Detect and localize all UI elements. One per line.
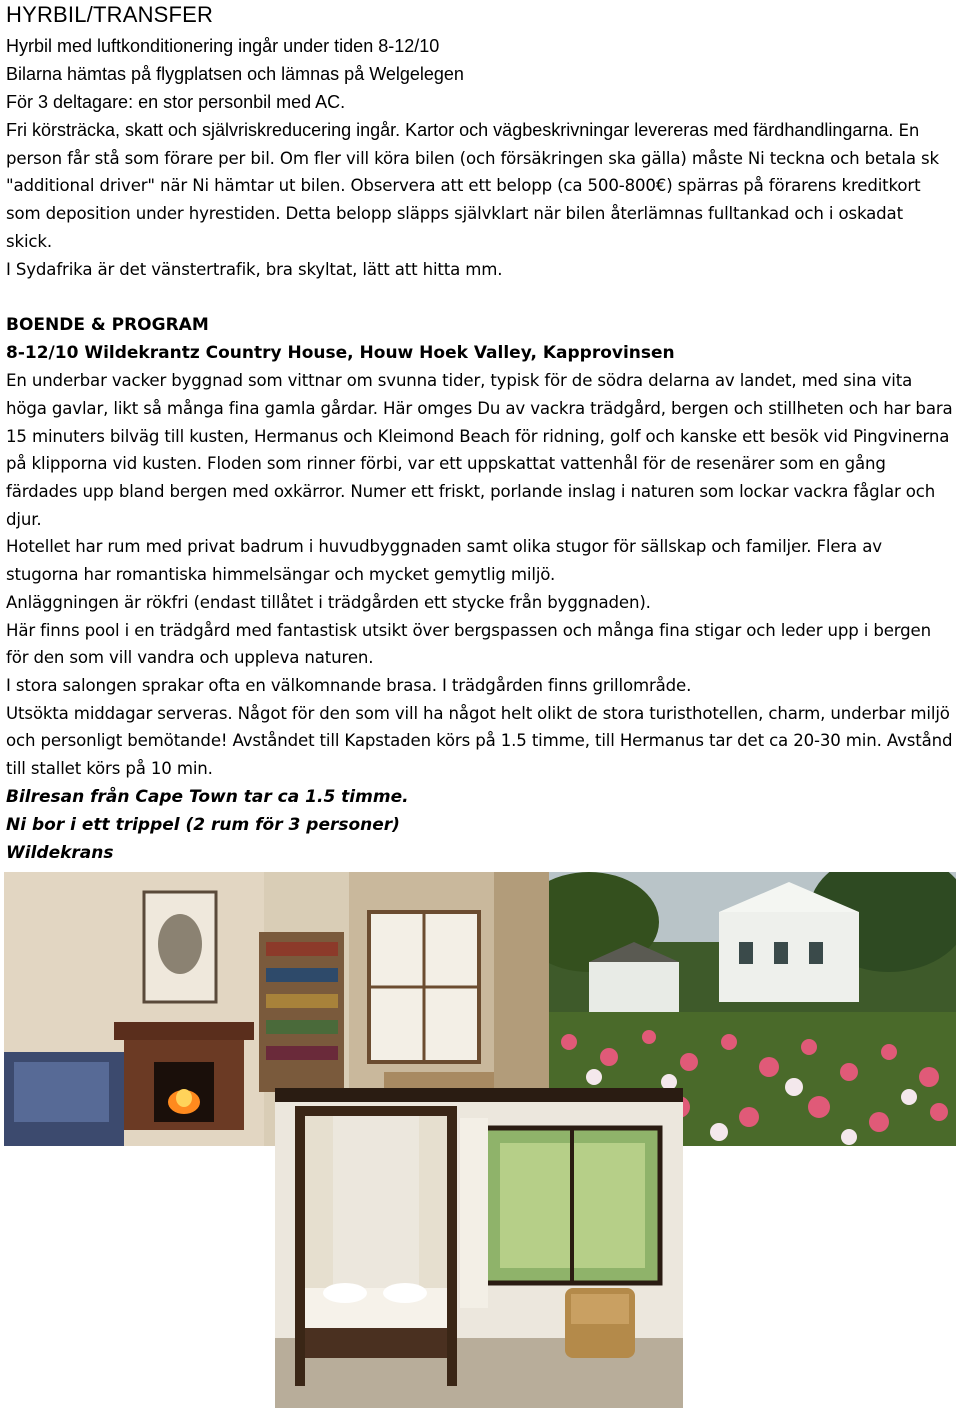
photo-collage: [0, 868, 960, 1412]
program-heading: BOENDE & PROGRAM: [6, 315, 209, 336]
bedroom-photo: [275, 1088, 683, 1408]
program-paragraph-4: Här finns pool i en trädgård med fantastisk utsikt över bergspassen och många fina stigar och leder upp i bergen för den som vill vandra och uppleva naturen.: [6, 620, 931, 668]
program-paragraph-2: Hotellet har rum med privat badrum i huvudbyggnaden samt olika stugor för sällskap och familjer. Flera av stugorna har romantiska himmelsängar och mycket gemytlig miljö.: [6, 537, 882, 585]
transfer-para-sans: Fri körsträcka, skatt och självriskreducering ingår. Kartor och vägbeskrivningar levereras med färdhandlingarna.: [6, 120, 894, 140]
transfer-paragraph: [6, 116, 954, 256]
program-note-2: Ni bor i ett trippel (2 rum för 3 personer): [6, 814, 400, 835]
section-spacer: [6, 283, 954, 311]
transfer-line-2: Bilarna hämtas på flygplatsen och lämnas på Welgelegen: [6, 64, 464, 84]
program-note-1: Bilresan från Cape Town tar ca 1.5 timme.: [6, 786, 409, 807]
document-page: [6, 0, 954, 867]
transfer-para-comic: En person får stå som förare per bil. Om fler vill köra bilen (och försäkringen ska gälla) måste Ni teckna och betala sk "additional driver" när Ni hämtar ut bilen. Observera att ett belopp (ca 500-800€) spärras på förarens kreditkort som deposition under hyrestiden. Detta belopp släpps självklart när bilen återlämnas fulltankad och i oskadat skick.: [6, 121, 939, 251]
program-paragraph-3: Anläggningen är rökfri (endast tillåtet i trädgården ett stycke från byggnaden).: [6, 592, 651, 612]
program-paragraph-6: Utsökta middagar serveras. Något för den som vill ha något helt olikt de stora turisthotellen, charm, underbar miljö och personligt bemötande! Avståndet till Kapstaden körs på 1.5 timme, till Hermanus tar det ca 20-30 min. Avstånd till stallet körs på 10 min.: [6, 703, 953, 779]
transfer-last-line: I Sydafrika är det vänstertrafik, bra skyltat, lätt att hitta mm.: [6, 259, 503, 279]
transfer-line-3: För 3 deltagare: en stor personbil med AC.: [6, 92, 346, 112]
program-note-3: Wildekrans: [6, 842, 114, 863]
program-paragraph-1: En underbar vacker byggnad som vittnar om svunna tider, typisk för de södra delarna av landet, med sina vita höga gavlar, likt så många fina gamla gårdar. Här omges Du av vackra trädgård, bergen och stillheten och har bara 15 minuters bilväg till kusten, Hermanus och Kleimond Beach för ridning, golf och kanske ett besök vid Pingvinerna på klipporna vid kusten. Floden som rinner förbi, var ett uppskattat vattenhål för de resenärer som en gång färdades upp bland bergen med oxkärror. Numer ett friskt, porlande inslag i naturen som lockar vackra fåglar och djur.: [6, 371, 953, 529]
program-paragraph-5: I stora salongen sprakar ofta en välkomnande brasa. I trädgården finns grillområde.: [6, 675, 692, 695]
transfer-line-1: Hyrbil med luftkonditionering ingår under tiden 8-12/10: [6, 36, 440, 56]
transfer-heading: HYRBIL/TRANSFER: [6, 2, 214, 27]
program-subheading: 8-12/10 Wildekrantz Country House, Houw Hoek Valley, Kapprovinsen: [6, 343, 675, 364]
